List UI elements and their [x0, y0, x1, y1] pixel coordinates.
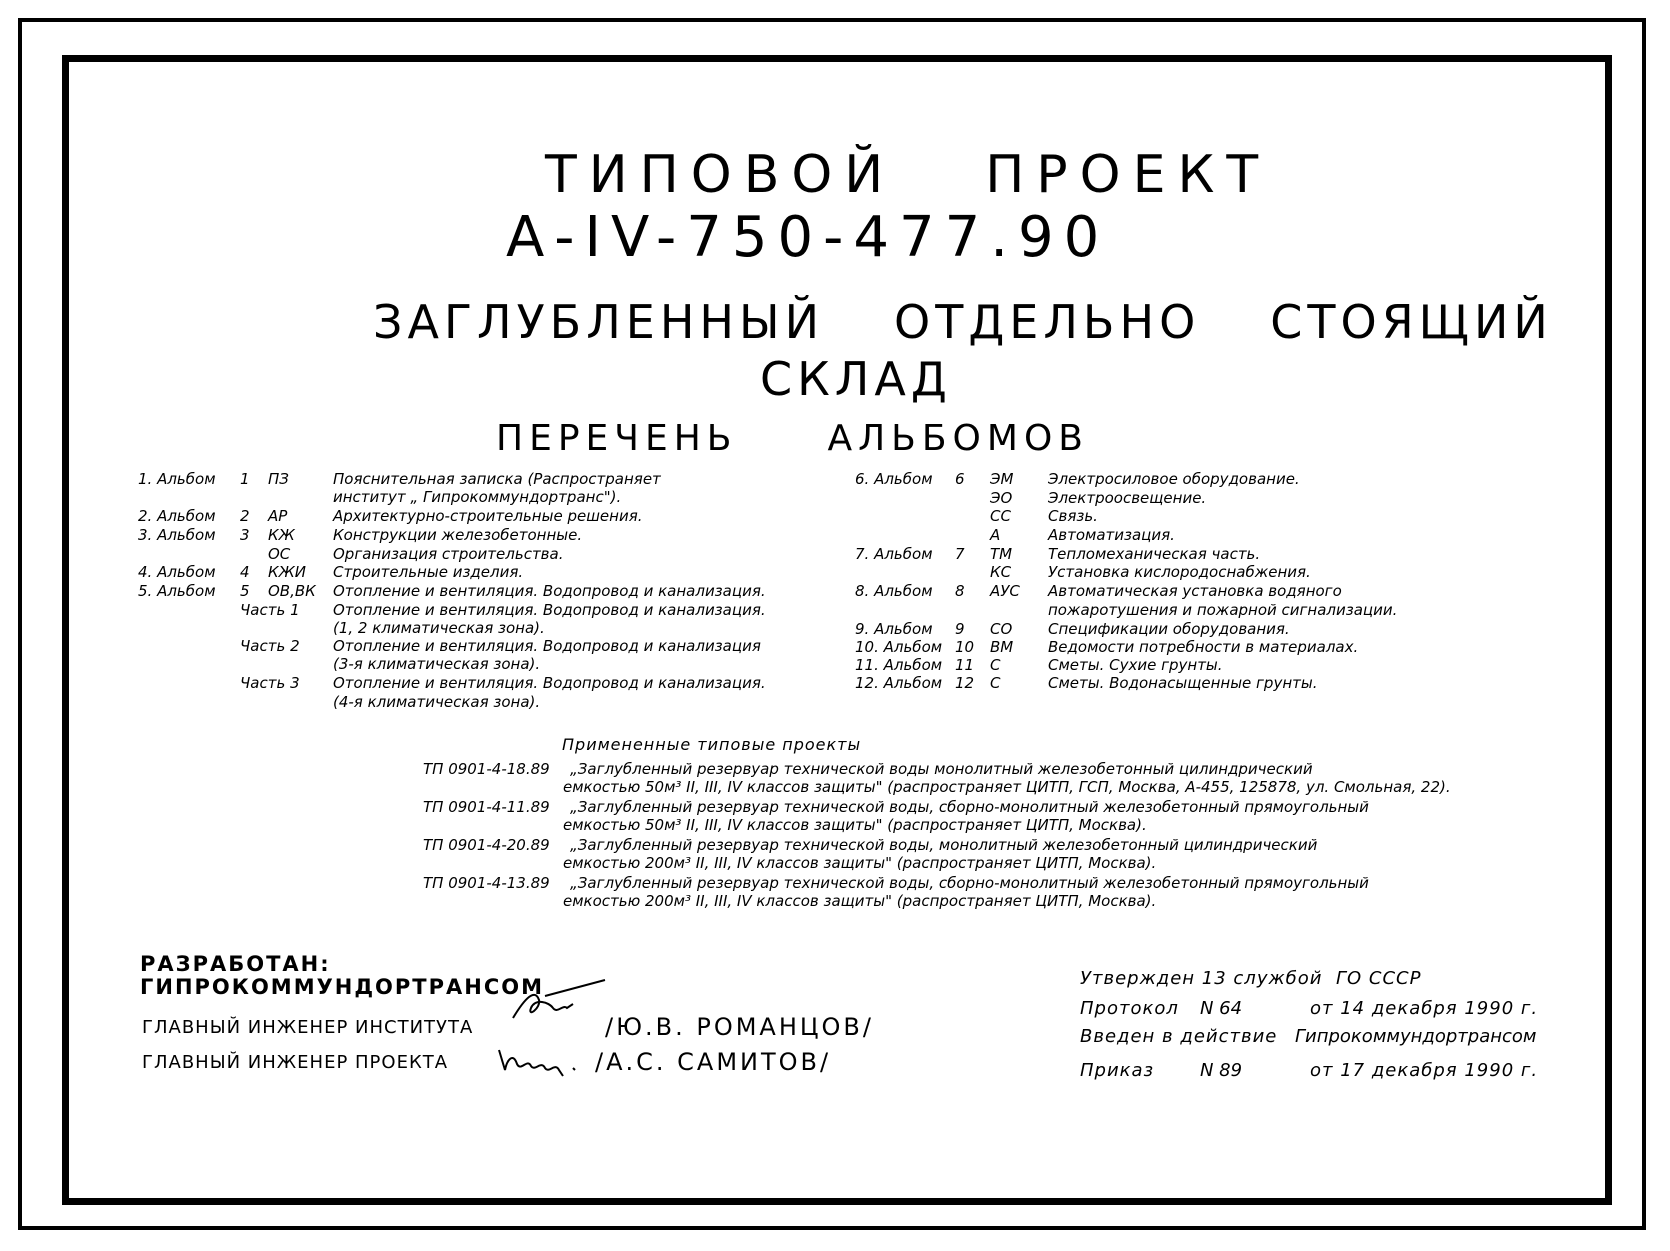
applied-project-text: „Заглубленный резервуар технической воды, сборно-монолитный железобетонный прямоугольный: [570, 874, 1369, 892]
album-vol: Часть 2: [240, 637, 300, 655]
album-desc: Связь.: [1048, 507, 1098, 525]
album-vol: 7: [955, 545, 965, 563]
album-desc: (3-я климатическая зона).: [333, 655, 541, 673]
developer-label: РАЗРАБОТАН:: [140, 952, 331, 976]
album-code: С: [990, 656, 1001, 674]
album-vol: 9: [955, 620, 965, 638]
order-date: от 17 декабря 1990 г.: [1310, 1060, 1539, 1081]
album-num: 4. Альбом: [138, 563, 216, 581]
applied-project-text: емкостью 200м³ II, III, IV классов защиты" (распространяет ЦИТП, Москва).: [563, 892, 1157, 910]
album-desc: Отопление и вентиляция. Водопровод и канализация.: [333, 582, 766, 600]
heading-word-list: ПЕРЕЧЕНЬ: [496, 418, 738, 459]
album-vol: Часть 3: [240, 674, 300, 692]
signature-samitov: [495, 1040, 595, 1080]
album-desc: (4-я климатическая зона).: [333, 693, 541, 711]
albums-list-heading: [496, 418, 1089, 459]
album-num: 2. Альбом: [138, 507, 216, 525]
protocol-date: от 14 декабря 1990 г.: [1310, 998, 1539, 1019]
album-num: 8. Альбом: [855, 582, 933, 600]
applied-project-text: емкостью 200м³ II, III, IV классов защиты" (распространяет ЦИТП, Москва).: [563, 854, 1157, 872]
applied-project-code: ТП 0901-4-13.89: [423, 874, 550, 892]
album-code: С: [990, 674, 1001, 692]
album-code: ТМ: [990, 545, 1013, 563]
album-desc: (1, 2 климатическая зона).: [333, 619, 545, 637]
applied-heading: Примененные типовые проекты: [562, 735, 862, 754]
applied-project-text: емкостью 50м³ II, III, IV классов защиты" (распространяет ЦИТП, Москва).: [563, 816, 1147, 834]
album-num: 11. Альбом: [855, 656, 943, 674]
album-desc: Отопление и вентиляция. Водопровод и канализация.: [333, 601, 766, 619]
album-desc: Спецификации оборудования.: [1048, 620, 1290, 638]
chief-engineer-institute-role: ГЛАВНЫЙ ИНЖЕНЕР ИНСТИТУТА: [142, 1017, 474, 1038]
album-code: ПЗ: [268, 470, 289, 488]
album-desc: Сметы. Водонасыщенные грунты.: [1048, 674, 1318, 692]
album-desc: Тепломеханическая часть.: [1048, 545, 1261, 563]
title-line-1: [545, 145, 1270, 205]
album-code: КЖ: [268, 526, 295, 544]
album-code: ОС: [268, 545, 291, 563]
album-code: КС: [990, 563, 1012, 581]
album-code: ЭО: [990, 489, 1013, 507]
chief-engineer-project-name: /А.С. САМИТОВ/: [595, 1048, 832, 1076]
album-vol: 12: [955, 674, 975, 692]
album-vol: 11: [955, 656, 975, 674]
applied-project-code: ТП 0901-4-11.89: [423, 798, 550, 816]
album-num: 9. Альбом: [855, 620, 933, 638]
applied-project-text: „Заглубленный резервуар технической воды, сборно-монолитный железобетонный прямоугольный: [570, 798, 1369, 816]
album-desc: Автоматизация.: [1048, 526, 1175, 544]
album-desc: Строительные изделия.: [333, 563, 524, 581]
album-vol: Часть 1: [240, 601, 300, 619]
approved-org: ГО СССР: [1335, 968, 1422, 989]
album-code: КЖИ: [268, 563, 307, 581]
album-desc: Архитектурно-строительные решения.: [333, 507, 643, 525]
album-vol: 2: [240, 507, 250, 525]
album-num: 12. Альбом: [855, 674, 943, 692]
order-number: N 89: [1200, 1060, 1243, 1081]
album-num: 7. Альбом: [855, 545, 933, 563]
enacted-label: Введен в действие: [1080, 1026, 1278, 1047]
album-code: А: [990, 526, 1001, 544]
album-num: 3. Альбом: [138, 526, 216, 544]
album-vol: 8: [955, 582, 965, 600]
project-name-line-1: [373, 295, 1553, 349]
album-num: 6. Альбом: [855, 470, 933, 488]
album-desc: Ведомости потребности в материалах.: [1048, 638, 1359, 656]
protocol-label: Протокол: [1080, 998, 1179, 1019]
chief-engineer-institute-name: /Ю.В. РОМАНЦОВ/: [605, 1013, 874, 1041]
album-desc: Пояснительная записка (Распространяет: [333, 470, 661, 488]
album-desc: Электросиловое оборудование.: [1048, 470, 1300, 488]
applied-project-code: ТП 0901-4-20.89: [423, 836, 550, 854]
album-num: 10. Альбом: [855, 638, 943, 656]
album-desc: институт „ Гипрокоммундортранс").: [333, 488, 622, 506]
album-vol: 5: [240, 582, 250, 600]
album-code: АУС: [990, 582, 1020, 600]
album-desc: Конструкции железобетонные.: [333, 526, 583, 544]
chief-engineer-project-role: ГЛАВНЫЙ ИНЖЕНЕР ПРОЕКТА: [142, 1052, 449, 1073]
order-label: Приказ: [1080, 1060, 1155, 1081]
album-code: АР: [268, 507, 288, 525]
album-desc: Сметы. Сухие грунты.: [1048, 656, 1223, 674]
developer-org: ГИПРОКОММУНДОРТРАНСОМ: [140, 975, 545, 999]
name-word-1: ЗАГЛУБЛЕННЫЙ: [373, 295, 825, 349]
album-num: 1. Альбом: [138, 470, 216, 488]
album-vol: 4: [240, 563, 250, 581]
album-desc: Электроосвещение.: [1048, 489, 1207, 507]
title-word-project: ПРОЕКТ: [985, 145, 1271, 205]
approved-line: [1080, 970, 1421, 988]
project-code: А-IV-750-477.90: [506, 205, 1110, 270]
album-vol: 3: [240, 526, 250, 544]
signature-romantsov: [505, 978, 615, 1038]
album-code: ВМ: [990, 638, 1014, 656]
album-desc: Организация строительства.: [333, 545, 564, 563]
name-word-2: ОТДЕЛЬНО: [894, 295, 1201, 349]
heading-word-albums: АЛЬБОМОВ: [827, 418, 1089, 459]
protocol-number: N 64: [1200, 998, 1243, 1019]
album-desc: Отопление и вентиляция. Водопровод и канализация: [333, 637, 761, 655]
album-desc: Автоматическая установка водяного: [1048, 582, 1342, 600]
applied-project-text: „Заглубленный резервуар технической воды монолитный железобетонный цилиндрический: [570, 760, 1313, 778]
project-name-line-2: СКЛАД: [760, 352, 952, 406]
name-word-3: СТОЯЩИЙ: [1270, 295, 1553, 349]
album-code: ОВ,ВК: [268, 582, 316, 600]
album-vol: 1: [240, 470, 250, 488]
album-vol: 10: [955, 638, 975, 656]
album-desc: Установка кислородоснабжения.: [1048, 563, 1311, 581]
enacted-org: Гипрокоммундортрансом: [1295, 1026, 1537, 1047]
album-desc: Отопление и вентиляция. Водопровод и канализация.: [333, 674, 766, 692]
title-word-typical: ТИПОВОЙ: [545, 145, 896, 205]
album-vol: 6: [955, 470, 965, 488]
applied-project-text: „Заглубленный резервуар технической воды, монолитный железобетонный цилиндрический: [570, 836, 1318, 854]
album-desc: пожаротушения и пожарной сигнализации.: [1048, 601, 1398, 619]
album-code: ЭМ: [990, 470, 1014, 488]
approved-text: Утвержден 13 службой: [1080, 968, 1323, 989]
applied-project-text: емкостью 50м³ II, III, IV классов защиты" (распространяет ЦИТП, ГСП, Москва, А-455, 125878, ул. Смольная, 22).: [563, 778, 1451, 796]
album-code: СС: [990, 507, 1011, 525]
album-num: 5. Альбом: [138, 582, 216, 600]
album-code: СО: [990, 620, 1013, 638]
applied-project-code: ТП 0901-4-18.89: [423, 760, 550, 778]
